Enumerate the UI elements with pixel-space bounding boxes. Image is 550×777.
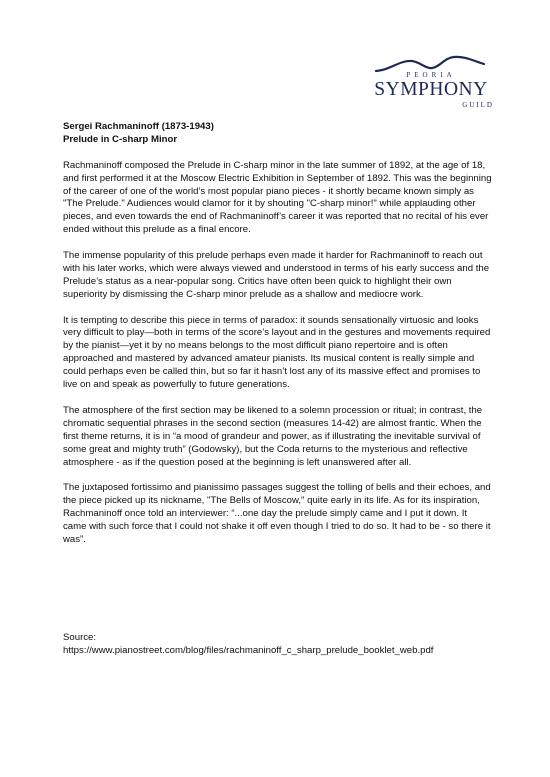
paragraph-5: The juxtaposed fortissimo and pianissimo passages suggest the tolling of bells and their echoes, and the piece picked up its nickname, "The Bells of Moscow," quite early in its life. As for its inspiration, Rachmaninoff once told an interviewer: “...one day the prelude simply came and I put it down. It came with such force that I could not shake it off even though I tried to do so. It had to be - so there it was”. bbox=[63, 482, 491, 545]
piece-heading: Prelude in C-sharp Minor bbox=[63, 133, 178, 145]
source-url[interactable]: https://www.pianostreet.com/blog/files/rachmaninoff_c_sharp_prelude_booklet_web.pdf bbox=[63, 644, 434, 656]
paragraph-3: It is tempting to describe this piece in terms of paradox: it sounds sensationally virtuosic and looks very difficult to play—both in terms of the score’s layout and in the gestures and movements required by the pianist—yet it by no means belongs to the most difficult piano repertoire and is often approached and mastered by advanced amateur pianists. Its musical content is really simple and could perhaps even be called thin, but so far it hasn’t lost any of its massive effect and promises to live on and speak as powerfully to future generations. bbox=[63, 314, 491, 391]
paragraph-2: The immense popularity of this prelude perhaps even made it harder for Rachmaninoff to reach out with his later works, which were always viewed and understood in terms of his early success and the Prelude’s status as a near-popular song. Critics have often been quick to highlight their own superiority by dismissing the C-sharp minor prelude as a shallow and mediocre work. bbox=[63, 250, 490, 300]
composer-heading: Sergei Rachmaninoff (1873-1943) bbox=[63, 121, 214, 132]
paragraph-1: Rachmaninoff composed the Prelude in C-sharp minor in the late summer of 1892, at the age of 18, and first performed it at the Moscow Electric Exhibition in September of 1892. This was the beginning of the career of one of the world’s most popular piano pieces - it shortly became known simply as "The Prelude." Audiences would clamor for it by shouting "C-sharp minor!" while applauding other pieces, and even towards the end of Rachmaninoff’s career it was reported that no recital of his ever ended without this prelude as a final encore. bbox=[63, 159, 492, 236]
logo-peoria-text: PEORIA bbox=[406, 71, 456, 79]
document-body bbox=[63, 121, 493, 547]
paragraph-4: The atmosphere of the first section may be likened to a solemn procession or ritual; in contrast, the chromatic sequential phrases in the second section (measures 14-42) are almost frantic. When the first theme returns, it is in “a mood of grandeur and power, as if illustrating the inevitable survival of some great and mighty truth” (Godowsky), but the Coda returns to the mysterious and reflective atmosphere - as if the question posed at the beginning is left unanswered after all. bbox=[63, 404, 483, 468]
source-label: Source: bbox=[63, 632, 97, 643]
peoria-symphony-guild-logo bbox=[366, 55, 496, 123]
source-citation bbox=[63, 632, 503, 658]
logo-guild-text: GUILD bbox=[462, 101, 494, 109]
logo-symphony-text: SYMPHONY bbox=[374, 79, 488, 100]
